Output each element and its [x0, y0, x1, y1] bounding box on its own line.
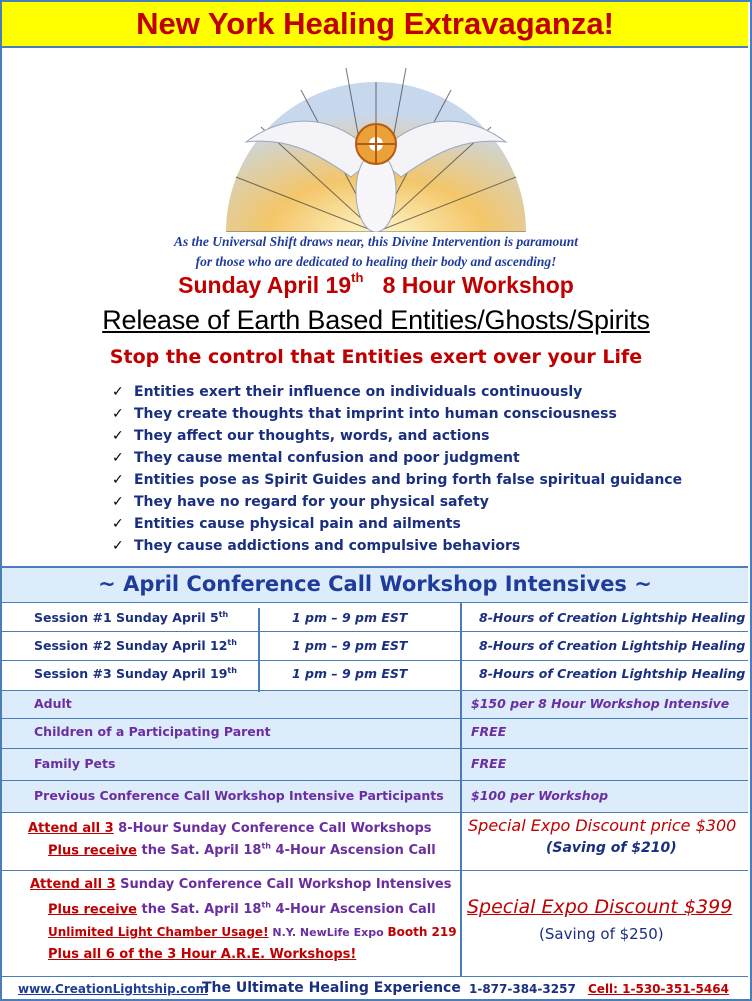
checkmark-icon: ✓: [112, 450, 124, 466]
session-2-desc: 8-Hours of Creation Lightship Healing: [479, 638, 746, 653]
price-value-adult: $150 per 8 Hour Workshop Intensive: [471, 696, 730, 711]
offer-1-line-1: Attend all 3 8-Hour Sunday Conference Call Workshops: [28, 821, 432, 836]
list-item: ✓ They affect our thoughts, words, and actions: [112, 425, 682, 447]
offer-2-line-4: Plus all 6 of the 3 Hour A.R.E. Workshops!: [48, 947, 357, 962]
session-1-date: Session #1 Sunday April 5th: [34, 610, 229, 626]
price-value-children: FREE: [471, 724, 507, 739]
slogan: The Ultimate Healing Experience: [202, 980, 461, 996]
offer-2-line-2: Plus receive the Sat. April 18th 4-Hour Ascension Call: [48, 901, 436, 918]
session-3-date: Session #3 Sunday April 19th: [34, 666, 237, 682]
checkmark-icon: ✓: [112, 494, 124, 510]
price-label-children: Children of a Participating Parent: [34, 724, 271, 739]
list-item: ✓ Entities pose as Spirit Guides and bring forth false spiritual guidance: [112, 469, 682, 491]
intro-line-2: for those who are dedicated to healing their body and ascending!: [195, 254, 557, 269]
session-1-time: 1 pm – 9 pm EST: [292, 610, 408, 625]
checkmark-icon: ✓: [112, 428, 124, 444]
intro-line-1: As the Universal Shift draws near, this Divine Intervention is paramount: [174, 234, 578, 249]
price-label-adult: Adult: [34, 696, 72, 711]
offer-2-line-3: Unlimited Light Chamber Usage! N.Y. NewLife Expo Booth 219: [48, 925, 457, 939]
list-item: ✓ They create thoughts that imprint into human consciousness: [112, 403, 682, 425]
session-3-desc: 8-Hours of Creation Lightship Healing: [479, 666, 746, 681]
event-date: Sunday April 19th 8 Hour Workshop: [178, 270, 574, 298]
checkmark-icon: ✓: [112, 406, 124, 422]
checkmark-icon: ✓: [112, 472, 124, 488]
list-item: ✓ Entities exert their influence on individuals continuously: [112, 381, 682, 403]
website-link[interactable]: www.CreationLightship.com: [18, 982, 209, 996]
list-item: ✓ They cause mental confusion and poor judgment: [112, 447, 682, 469]
session-2-date: Session #2 Sunday April 12th: [34, 638, 237, 654]
offer-1-saving: (Saving of $210): [546, 840, 677, 856]
price-value-previous: $100 per Workshop: [471, 788, 609, 803]
dove-sunburst-image: [226, 52, 526, 232]
event-headline: Release of Earth Based Entities/Ghosts/Spirits: [102, 305, 650, 335]
flyer-title: New York Healing Extravaganza!: [2, 2, 748, 48]
offer-1-line-2: Plus receive the Sat. April 18th 4-Hour Ascension Call: [48, 842, 436, 859]
price-label-pets: Family Pets: [34, 756, 116, 771]
session-2-time: 1 pm – 9 pm EST: [292, 638, 408, 653]
offer-2-price: Special Expo Discount $399: [467, 896, 733, 918]
bullet-list: [112, 381, 682, 557]
list-item: ✓ They have no regard for your physical safety: [112, 491, 682, 513]
phone-number: 1-877-384-3257: [469, 982, 576, 996]
checkmark-icon: ✓: [112, 384, 124, 400]
price-value-pets: FREE: [471, 756, 507, 771]
offer-2-line-1: Attend all 3 Sunday Conference Call Workshop Intensives: [30, 877, 452, 892]
checkmark-icon: ✓: [112, 516, 124, 532]
session-1-desc: 8-Hours of Creation Lightship Healing: [479, 610, 746, 625]
session-3-time: 1 pm – 9 pm EST: [292, 666, 408, 681]
price-label-previous: Previous Conference Call Workshop Intensive Participants: [34, 788, 444, 803]
cell-number: Cell: 1-530-351-5464: [588, 982, 729, 996]
offer-2-saving: (Saving of $250): [539, 925, 664, 943]
list-item: ✓ They cause addictions and compulsive behaviors: [112, 535, 682, 557]
checkmark-icon: ✓: [112, 538, 124, 554]
conference-title: ~ April Conference Call Workshop Intensives ~: [98, 572, 652, 596]
footer: [2, 976, 748, 999]
event-tagline: Stop the control that Entities exert over your Life: [109, 346, 643, 368]
list-item: ✓ Entities cause physical pain and ailments: [112, 513, 682, 535]
offer-1-price: Special Expo Discount price $300: [468, 816, 737, 835]
